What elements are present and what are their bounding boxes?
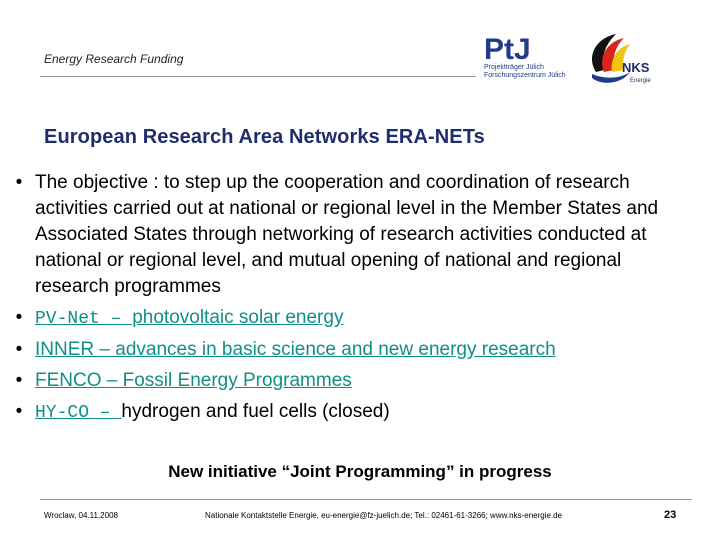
header-label: Energy Research Funding: [44, 52, 184, 66]
page-number: 23: [664, 509, 677, 521]
bullet-objective: [10, 170, 700, 300]
ptj-logo-tagline-2: Forschungszentrum Jülich: [484, 72, 566, 79]
nks-logo-subtitle: Energie: [630, 78, 651, 84]
fenco-link-text[interactable]: Fossil Energy Programmes: [122, 370, 352, 391]
nks-logo: [586, 28, 678, 90]
ptj-logo: [482, 30, 572, 82]
pv-net-link-text[interactable]: photovoltaic solar energy: [132, 307, 344, 328]
bullet-inner: [10, 337, 700, 363]
footer-divider: [40, 499, 692, 500]
pv-net-link[interactable]: [35, 307, 343, 328]
inner-link-text[interactable]: advances in basic science and new energy research: [115, 339, 556, 360]
pv-net-link-label[interactable]: PV-Net –: [35, 309, 133, 329]
bullet-pv-net: [10, 305, 700, 332]
nks-logo-wordmark: NKS: [622, 60, 650, 75]
footer-contact: Nationale Kontaktstelle Energie, eu-energie@fz-juelich.de; Tel.: 02461-61-3266; www.nks-energie.de: [205, 511, 563, 520]
inner-link-label[interactable]: INNER –: [35, 339, 116, 360]
ptj-logo-graphic: [482, 30, 572, 82]
ptj-logo-tagline-1: Projektträger Jülich: [484, 64, 544, 71]
bullet-dot: •: [15, 339, 23, 360]
callout-text: New initiative “Joint Programming” in progress: [168, 462, 552, 481]
bullet-dot: •: [15, 172, 23, 193]
fenco-link[interactable]: [35, 370, 352, 391]
hy-co-link[interactable]: [35, 401, 121, 422]
hy-co-link-label[interactable]: HY-CO –: [35, 403, 122, 423]
bullet-dot: •: [15, 401, 23, 422]
fenco-link-label[interactable]: FENCO –: [35, 370, 123, 391]
footer-date: Wroclaw, 04.11.2008: [44, 511, 118, 520]
bullet-list: [10, 170, 700, 426]
hy-co-text: hydrogen and fuel cells (closed): [121, 401, 390, 422]
inner-link[interactable]: [35, 339, 556, 360]
header-divider: [40, 76, 476, 77]
bullet-fenco: [10, 368, 700, 394]
slide-title: European Research Area Networks ERA-NETs: [44, 126, 485, 148]
nks-logo-graphic: [586, 28, 678, 90]
bullet-dot: •: [15, 307, 23, 328]
ptj-logo-wordmark: PtJ: [484, 33, 531, 66]
bullet-dot: •: [15, 370, 23, 391]
bullet-hy-co: [10, 399, 700, 426]
bullet-objective-text: The objective : to step up the cooperation and coordination of research activities carried out at national or regional level in the Member States and Associated States through networking of research activities conducted at national or regional level, and mutual opening of national and regional research programmes: [35, 172, 659, 297]
